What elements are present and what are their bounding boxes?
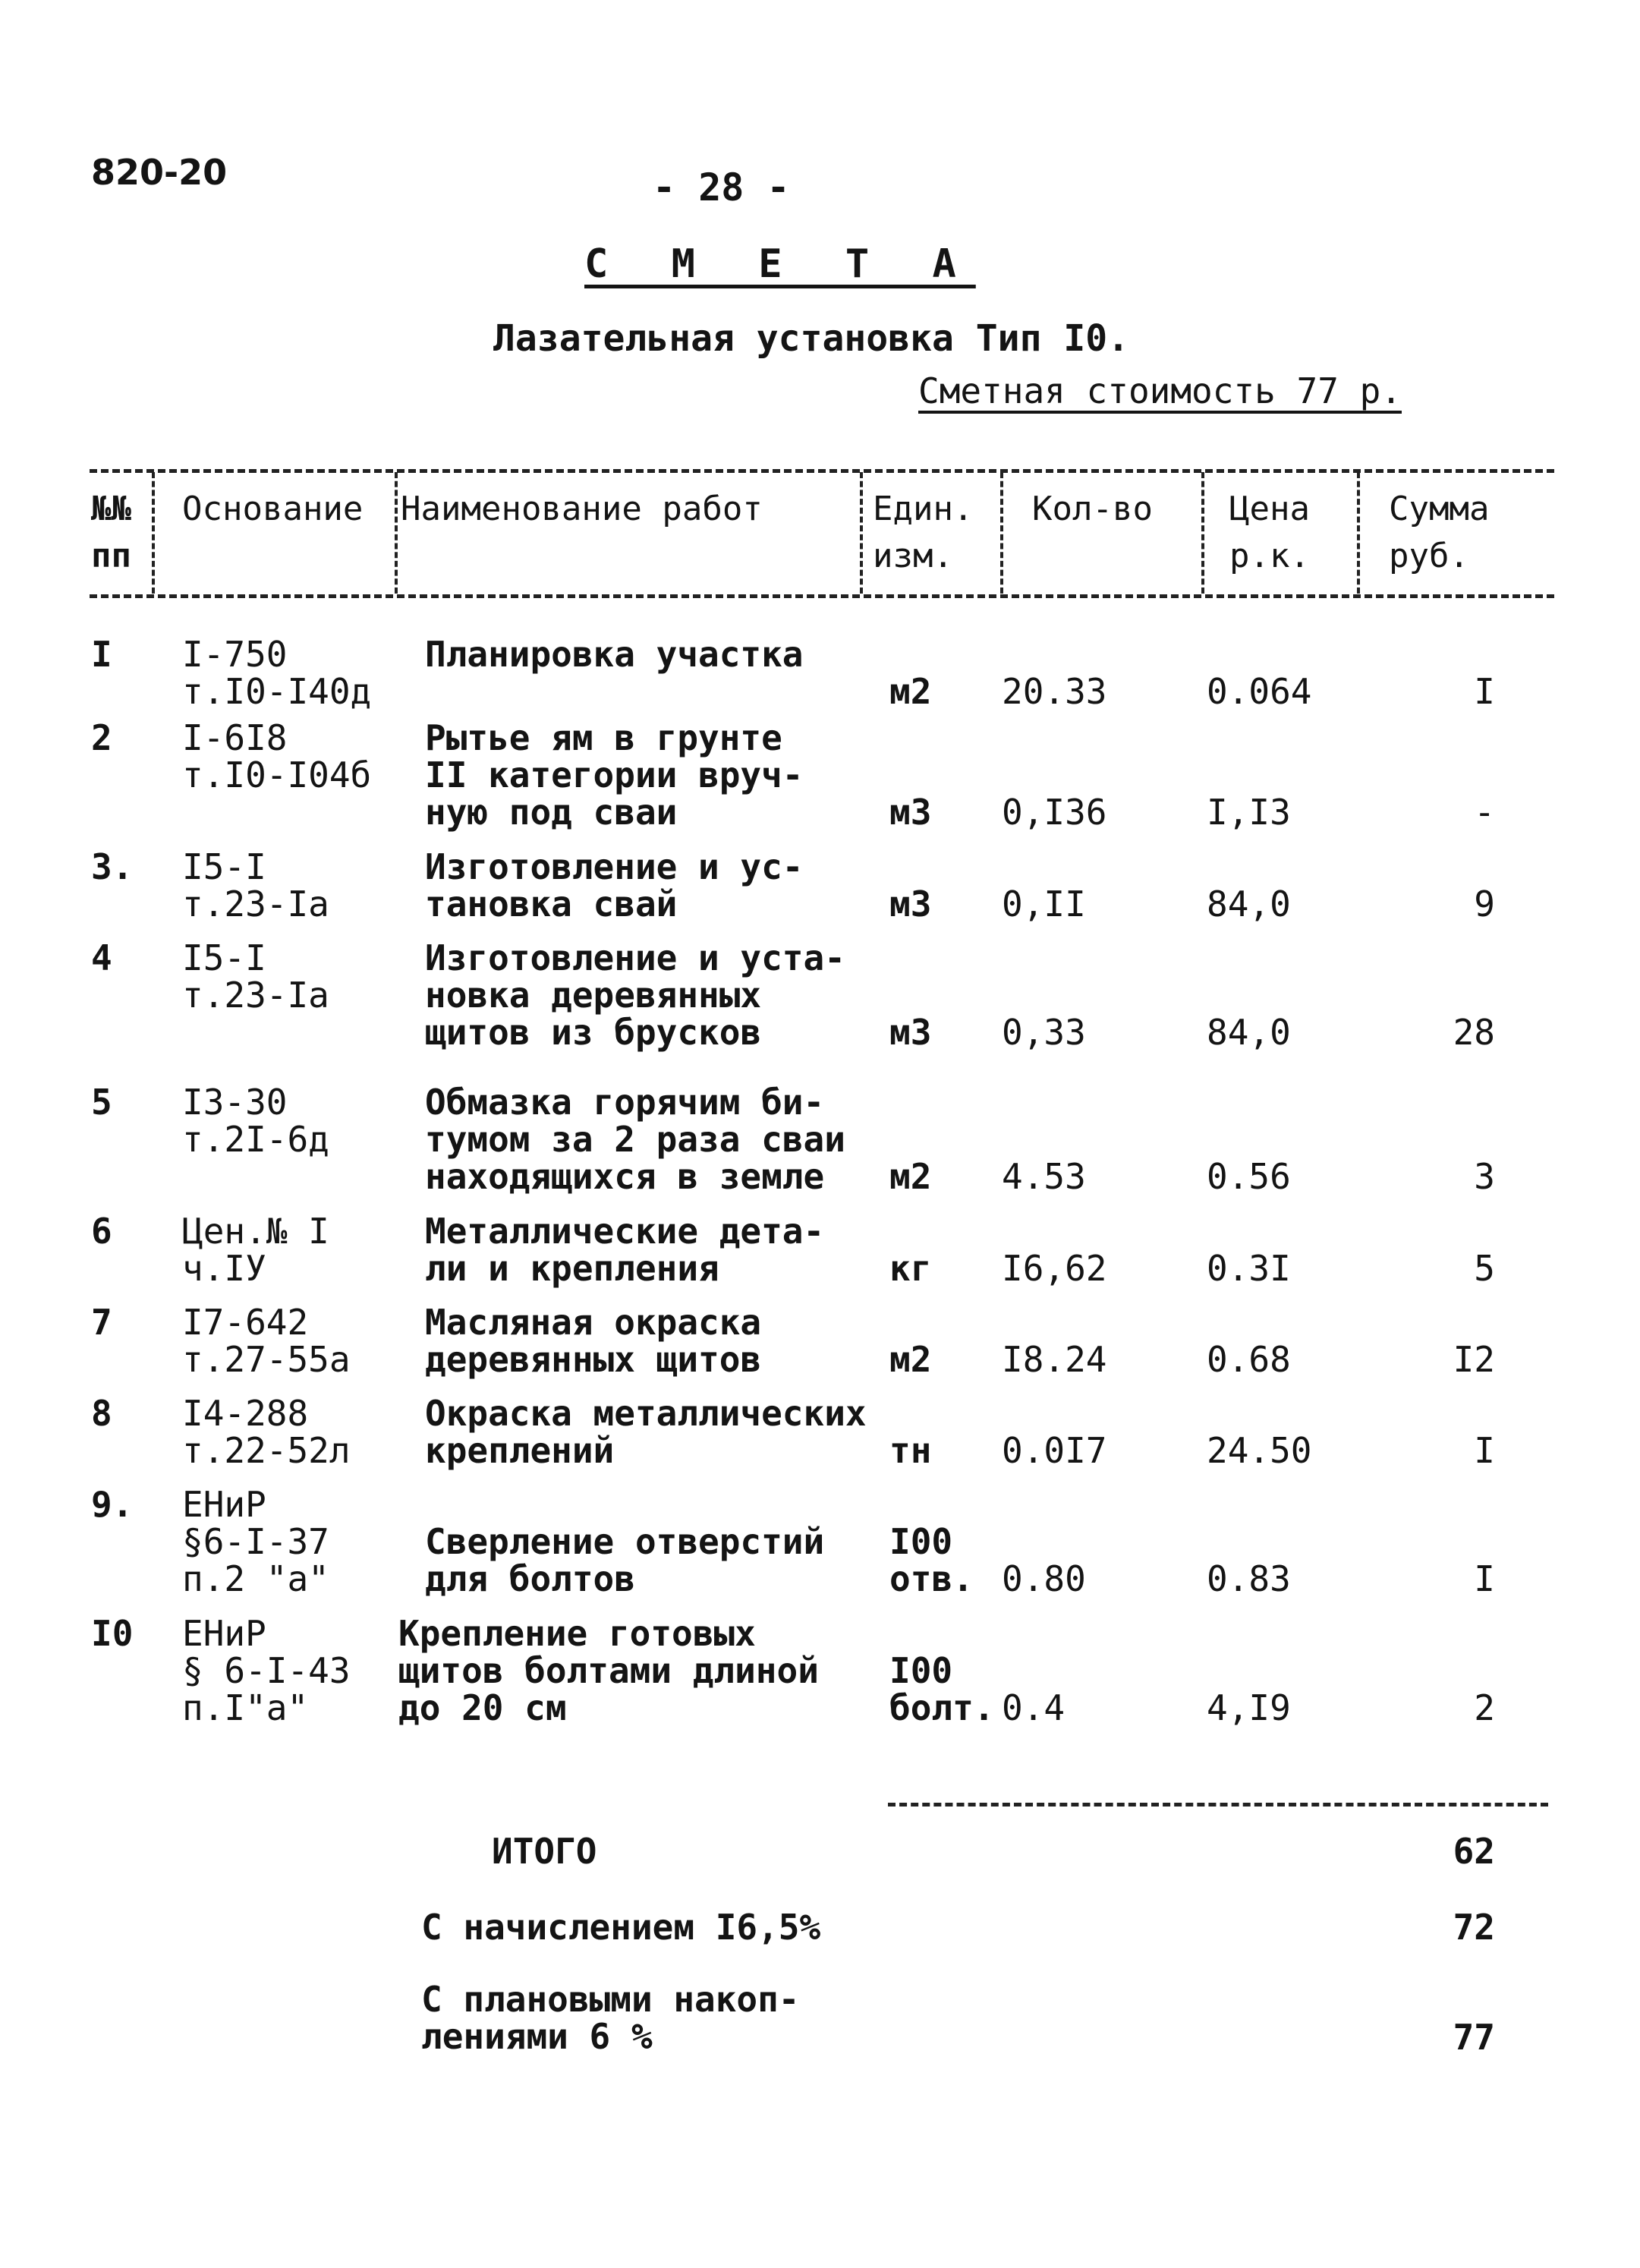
row-unit: м3 [889,1012,932,1053]
column-divider [1000,472,1003,594]
col-header-sum: Сумма руб. [1389,490,1490,575]
row-sum: 3 [1474,1156,1495,1197]
col-header-work: Наименование работ [401,490,763,528]
col-header-unit: Един. изм. [873,490,974,575]
total-with-savings-label: С плановыми накоп- лениями 6 % [421,1979,800,2057]
row-work: Обмазка горячим би- тумом за 2 раза сваи находящихся в земле [425,1082,845,1197]
row-qty: 0,II [1002,884,1086,925]
row-work: Крепление готовых щитов болтами длиной до 20 см [398,1613,819,1728]
document-subtitle: Лазательная установка Тип I0. [493,317,1130,360]
row-basis: ЕНиР §6-I-37 п.2 "а" [182,1484,329,1599]
row-price: 0.064 [1207,671,1312,712]
row-basis: I7-642 т.27-55а [182,1302,351,1380]
row-work: Масляная окраска деревянных щитов [425,1302,762,1380]
row-num: I [91,634,112,675]
row-sum: 28 [1453,1012,1495,1053]
column-divider [1201,472,1204,594]
row-basis: I3-30 т.2I-6д [182,1082,329,1160]
row-work: Изготовление и уста- новка деревянных щитов из брусков [425,937,845,1053]
estimated-cost: Сметная стоимость 77 р. [918,370,1402,411]
totals-rule [888,1803,1548,1807]
row-num: 2 [91,717,112,758]
total-value: 62 [1453,1831,1495,1872]
row-price: I,I3 [1207,792,1291,833]
row-work: Планировка участка [425,634,804,675]
row-basis: I5-I т.23-Iа [182,846,329,925]
row-basis: ЕНиР § 6-I-43 п.I"а" [182,1613,351,1728]
header-bottom-rule [90,594,1554,598]
row-unit: м2 [889,1156,932,1197]
document-title: С М Е Т А [584,241,976,287]
row-price: 84,0 [1207,1012,1291,1053]
row-price: 0.3I [1207,1248,1291,1289]
row-unit: кг [889,1248,932,1289]
column-divider [152,472,155,594]
row-num: 8 [91,1393,112,1434]
header-top-rule [90,469,1554,473]
row-work: Металлические дета- ли и крепления [425,1211,825,1289]
row-unit: I00 болт. [889,1650,995,1728]
total-with-surcharge-value: 72 [1453,1907,1495,1948]
total-with-surcharge-label: С начислением I6,5% [421,1907,821,1948]
row-price: 84,0 [1207,884,1291,925]
row-num: 5 [91,1082,112,1123]
row-basis: I4-288 т.22-52л [182,1393,351,1471]
row-unit: м3 [889,884,932,925]
row-qty: 0,33 [1002,1012,1086,1053]
row-qty: I8.24 [1002,1339,1107,1380]
row-sum: I [1474,671,1495,712]
row-basis: I-750 т.I0-I40д [182,634,372,712]
column-divider [1357,472,1360,594]
col-header-price: Цена р.к. [1229,490,1310,575]
row-qty: 0,I36 [1002,792,1107,833]
row-price: 0.68 [1207,1339,1291,1380]
row-sum: I2 [1453,1339,1495,1380]
row-sum: 5 [1474,1248,1495,1289]
row-work: Рытье ям в грунте II категории вруч- ную под сваи [425,717,804,833]
row-unit: тн [889,1430,932,1471]
column-divider [395,472,398,594]
row-basis: I5-I т.23-Iа [182,937,329,1016]
row-unit: м3 [889,792,932,833]
row-work: Изготовление и ус- тановка свай [425,846,804,925]
col-header-num: №№ пп [91,490,131,575]
row-qty: I6,62 [1002,1248,1107,1289]
total-with-savings-value: 77 [1453,2017,1495,2058]
row-work: Окраска металлических креплений [425,1393,867,1471]
row-num: 4 [91,937,112,978]
row-price: 0.56 [1207,1156,1291,1197]
row-unit: I00 отв. [889,1521,974,1599]
row-price: 24.50 [1207,1430,1312,1471]
column-divider [860,472,863,594]
row-num: 6 [91,1211,112,1252]
row-qty: 4.53 [1002,1156,1086,1197]
row-price: 4,I9 [1207,1687,1291,1728]
row-basis: Цен.№ I ч.IУ [182,1211,329,1289]
row-basis: I-6I8 т.I0-I04б [182,717,372,795]
row-qty: 0.80 [1002,1558,1086,1599]
page-number: - 28 - [653,165,790,209]
row-qty: 20.33 [1002,671,1107,712]
row-sum: 9 [1474,884,1495,925]
row-sum: 2 [1474,1687,1495,1728]
row-num: 3. [91,846,134,887]
row-qty: 0.0I7 [1002,1430,1107,1471]
row-unit: м2 [889,671,932,712]
row-work: Сверление отверстий для болтов [425,1521,825,1599]
total-label: ИТОГО [492,1831,597,1872]
row-num: I0 [91,1613,134,1654]
row-num: 9. [91,1484,134,1525]
row-sum: I [1474,1558,1495,1599]
row-num: 7 [91,1302,112,1343]
col-header-basis: Основание [182,490,364,528]
row-sum: I [1474,1430,1495,1471]
row-unit: м2 [889,1339,932,1380]
col-header-qty: Кол-во [1032,490,1153,528]
row-price: 0.83 [1207,1558,1291,1599]
row-qty: 0.4 [1002,1687,1066,1728]
document-code: 820-20 [91,152,228,193]
row-sum: - [1474,792,1495,833]
